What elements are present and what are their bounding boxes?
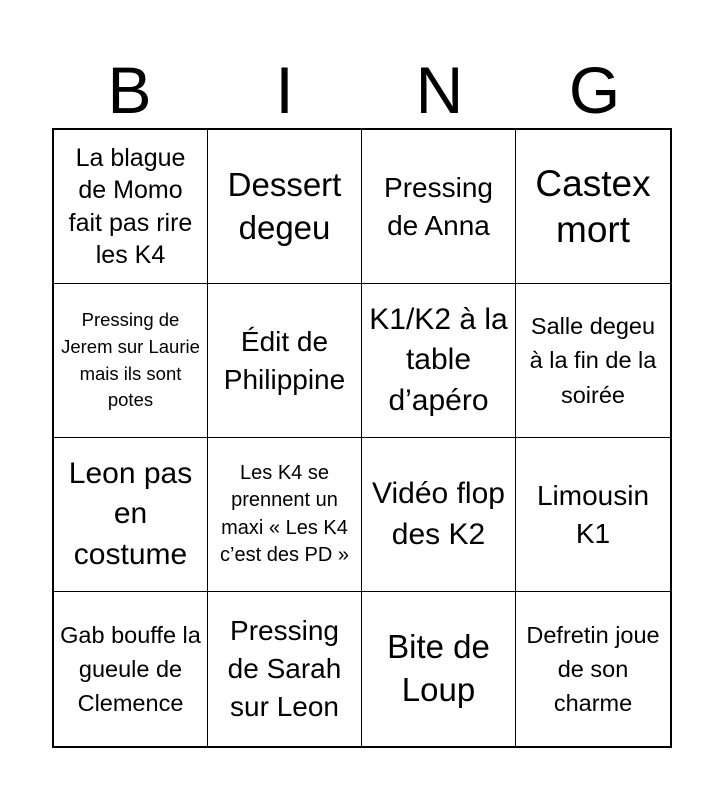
bingo-cell-r1c4[interactable] [516,130,670,284]
bingo-cell-r3c3[interactable] [362,438,516,592]
bingo-cell-r4c1[interactable] [54,592,208,746]
cell-label: Gab bouffe la gueule de Clemence [60,621,201,717]
bingo-cell-r2c2[interactable] [208,284,362,438]
header-letter-i: I [275,53,294,127]
bingo-cell-r4c2[interactable] [208,592,362,746]
bingo-cell-r1c3[interactable] [362,130,516,284]
cell-label: Pressing de Sarah sur Leon [227,615,342,722]
cell-label: Vidéo flop des K2 [372,477,505,551]
bingo-cell-r4c4[interactable] [516,592,670,746]
bingo-cell-r1c2[interactable] [208,130,362,284]
bingo-cell-r1c1[interactable] [54,130,208,284]
bingo-cell-r2c4[interactable] [516,284,670,438]
cell-label: Pressing de Anna [384,171,493,241]
header-letter-g: G [568,53,621,127]
header-letter-n: N [415,53,464,127]
cell-label: Édit de Philippine [223,325,346,395]
bingo-cell-r3c2[interactable] [208,438,362,592]
cell-label: Pressing de Jerem sur Laurie mais ils sont potes [61,308,200,411]
cell-label: Dessert degeu [227,165,342,246]
cell-label: K1/K2 à la table d’apéro [369,302,508,417]
cell-label: La blague de Momo fait pas rire les K4 [68,143,193,269]
bingo-cell-r2c1[interactable] [54,284,208,438]
cell-label: Limousin K1 [536,479,650,549]
cell-label: Les K4 se prennent un maxi « Les K4 c’est des PD » [220,462,349,566]
cell-label: Castex mort [535,163,651,250]
bingo-grid [52,128,672,748]
bingo-cell-r3c1[interactable] [54,438,208,592]
cell-label: Bite de Loup [387,628,490,708]
header-letter-b: B [107,53,152,127]
bingo-cell-r4c3[interactable] [362,592,516,746]
bingo-cell-r3c4[interactable] [516,438,670,592]
cell-label: Salle degeu à la fin de la soirée [529,313,657,408]
bingo-cell-r2c3[interactable] [362,284,516,438]
cell-label: Leon pas en costume [68,456,193,571]
cell-label: Defretin joue de son charme [526,621,660,717]
bingo-header [52,52,672,128]
